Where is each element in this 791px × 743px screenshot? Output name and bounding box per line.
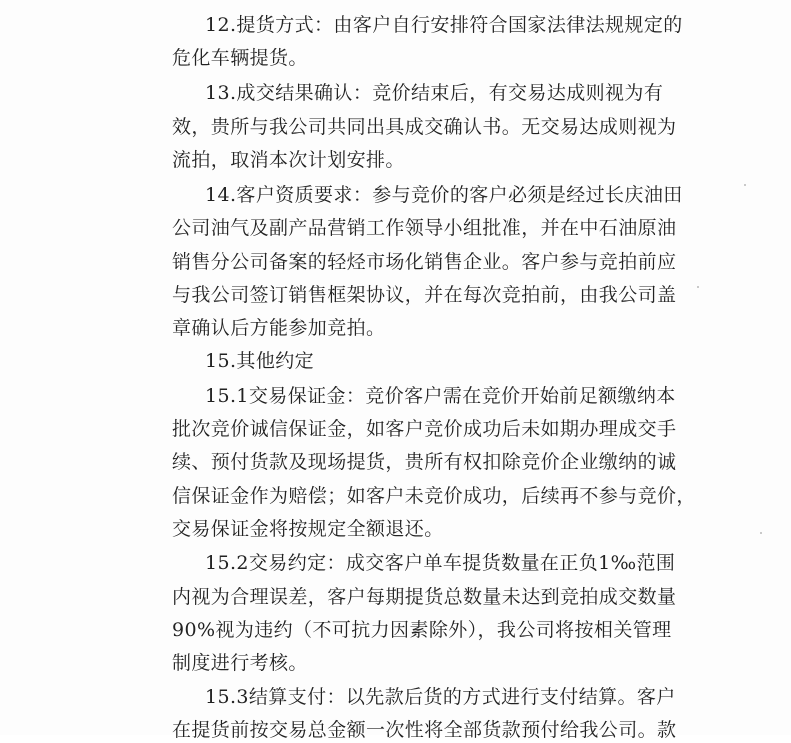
text-line-15-2-heading: 15.2交易约定：成交客户单车提货数量在正负1‰范围: [205, 552, 676, 574]
text-line: 在提货前按交易总金额一次性将全部货款预付给我公司。款: [172, 719, 677, 741]
text-line: 销售分公司备案的轻烃市场化销售企业。客户参与竞拍前应: [172, 251, 677, 273]
text-line: 内视为合理误差，客户每期提货总数量未达到竞拍成交数量: [172, 586, 677, 608]
text-line: 章确认后方能参加竞拍。: [172, 317, 386, 339]
text-line-13-heading: 13.成交结果确认：竞价结束后，有交易达成则视为有: [205, 82, 664, 104]
text-line-15-1-heading: 15.1交易保证金：竞价客户需在竞价开始前足额缴纳本: [205, 385, 676, 407]
text-line: 90%视为违约（不可抗力因素除外），我公司将按相关管理: [172, 619, 672, 641]
text-line: 公司油气及副产品营销工作领导小组批准，并在中石油原油: [172, 217, 677, 239]
text-line: 续、预付货款及现场提货，贵所有权扣除竞价企业缴纳的诚: [172, 451, 677, 473]
text-line-12-heading: 12.提货方式：由客户自行安排符合国家法律法规规定的: [205, 14, 683, 36]
text-line: 流拍，取消本次计划安排。: [172, 149, 405, 171]
text-line: 制度进行考核。: [172, 652, 308, 674]
scan-speck: [744, 184, 746, 186]
text-line: 批次竞价诚信保证金，如客户竞价成功后未如期办理成交手: [172, 418, 677, 440]
text-line-15-3-heading: 15.3结算支付：以先款后货的方式进行支付结算。客户: [205, 686, 676, 708]
text-line-15-heading: 15.其他约定: [205, 350, 315, 372]
text-line-14-heading: 14.客户资质要求：参与竞价的客户必须是经过长庆油田: [205, 184, 683, 206]
text-line: 信保证金作为赔偿；如客户未竞价成功，后续再不参与竞价，: [172, 485, 696, 507]
scan-speck: [697, 286, 699, 288]
text-line: 交易保证金将按规定全额退还。: [172, 518, 444, 540]
text-line: 效，贵所与我公司共同出具成交确认书。无交易达成则视为: [172, 116, 677, 138]
scan-speck: [760, 532, 762, 534]
text-line: 危化车辆提货。: [172, 47, 308, 69]
text-line: 与我公司签订销售框架协议，并在每次竞拍前，由我公司盖: [172, 284, 677, 306]
